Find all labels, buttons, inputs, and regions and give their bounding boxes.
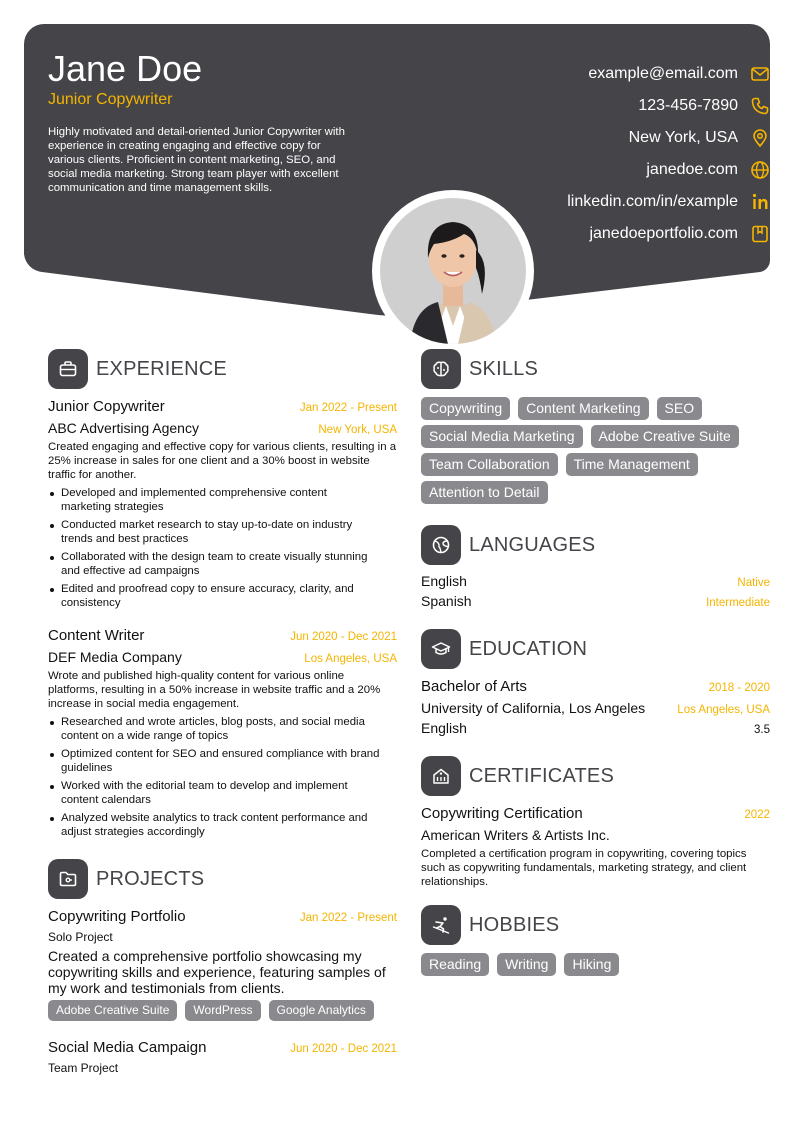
language-level: Intermediate [706,597,770,609]
list-item: Analyzed website analytics to track content performance and adjust strategies accordingly [48,811,384,839]
job-1-header [48,398,397,415]
job-1-company: ABC Advertising Agency [48,420,199,436]
skill-tag: Content Marketing [518,397,648,420]
brain-icon [421,349,461,389]
education-location: Los Angeles, USA [677,704,770,716]
briefcase-icon [48,349,88,389]
list-item: Optimized content for SEO and ensured compliance with brand guidelines [48,747,384,775]
education-field-row [421,720,770,736]
certificates-section-header [421,756,614,796]
skill-tag: Social Media Marketing [421,425,583,448]
contact-phone-text: 123-456-7890 [638,97,738,114]
hobbies-list [421,953,770,981]
list-item: Collaborated with the design team to create visually stunning and effective ad campaigns [48,550,380,578]
hobby-tag: Hiking [564,953,619,976]
job-1-location: New York, USA [318,424,397,436]
folder-icon [48,859,88,899]
skills-title: SKILLS [469,357,539,380]
language-row-1 [421,573,770,589]
list-item: Conducted market research to stay up-to-date on industry trends and best practices [48,518,380,546]
tool-tag: Google Analytics [269,1000,374,1021]
education-field: English [421,720,467,736]
contact-linkedin-text: linkedin.com/in/example [567,193,738,210]
list-item: Developed and implemented comprehensive content marketing strategies [48,486,380,514]
tool-tag: Adobe Creative Suite [48,1000,177,1021]
list-item: Worked with the editorial team to develop and implement content calendars [48,779,384,807]
education-school: University of California, Los Angeles [421,700,646,716]
skill-tag: Time Management [566,453,698,476]
graduation-cap-icon [421,629,461,669]
linkedin-icon [750,192,770,212]
contact-location-text: New York, USA [628,129,738,146]
list-item: Edited and proofread copy to ensure accuracy, clarity, and consistency [48,582,380,610]
job-2-role: Content Writer [48,627,145,644]
languages-section-header [421,525,595,565]
profile-summary: Highly motivated and detail-oriented Junior Copywriter with experience in creating engaging and effective copy for various clients. Proficient in content marketing, SEO, and social media marketing. Strong team player with excellent communication and time management skills. [48,126,345,194]
institution-icon [421,756,461,796]
contact-linkedin[interactable] [567,192,770,212]
languages-title: LANGUAGES [469,533,596,556]
project-1-dates: Jan 2022 - Present [299,912,397,924]
project-1-header [48,908,397,925]
certificate-header [421,805,770,822]
hobby-tag: Reading [421,953,489,976]
education-dates: 2018 - 2020 [708,682,770,694]
contact-email-text: example@email.com [588,65,738,82]
tool-tag: WordPress [185,1000,260,1021]
job-1-bullets [48,486,380,614]
hobby-tag: Writing [497,953,556,976]
job-2-bullets [48,715,384,843]
hobbies-title: HOBBIES [469,913,560,936]
job-1-summary: Created engaging and effective copy for various clients, resulting in a 25% increase in sales for one client and a 30% boost in website traffic for another. [48,441,397,481]
job-1-dates: Jan 2022 - Present [299,402,397,414]
globe-icon [750,160,770,180]
contact-website-text: janedoe.com [646,161,738,178]
skill-tag: Copywriting [421,397,510,420]
job-1-role: Junior Copywriter [48,398,165,415]
profile-photo-frame [372,190,534,352]
bookmark-icon [750,224,770,244]
project-2-dates: Jun 2020 - Dec 2021 [290,1043,397,1055]
job-2-company: DEF Media Company [48,649,182,665]
skills-list [421,397,770,509]
job-2-dates: Jun 2020 - Dec 2021 [290,631,397,643]
project-2-type: Team Project [48,1061,119,1075]
list-item: Researched and wrote articles, blog posts, and social media content on a wide range of topics [48,715,384,743]
skill-tag: Adobe Creative Suite [591,425,739,448]
language-level: Native [737,577,770,589]
certificate-issuer: American Writers & Artists Inc. [421,827,610,843]
contact-portfolio-text: janedoeportfolio.com [589,225,738,242]
skills-section-header [421,349,538,389]
email-icon [750,64,770,84]
education-gpa: 3.5 [754,724,770,736]
experience-title: EXPERIENCE [96,357,227,380]
project-1-description: Created a comprehensive portfolio showcasing my copywriting skills and experience, featuring samples of my work and testimonials from clients. [48,948,386,996]
hobbies-section-header [421,905,559,945]
contact-email[interactable] [588,64,770,84]
contact-portfolio[interactable] [589,224,770,244]
contact-website[interactable] [646,160,770,180]
job-2-location: Los Angeles, USA [304,653,397,665]
projects-title: PROJECTS [96,867,205,890]
certificate-name: Copywriting Certification [421,805,583,822]
candidate-name: Jane Doe [48,48,203,89]
project-2-name: Social Media Campaign [48,1039,207,1056]
education-degree: Bachelor of Arts [421,678,527,695]
education-section-header [421,629,587,669]
project-1-tools [48,1000,397,1026]
skill-tag: Attention to Detail [421,481,548,504]
phone-icon [750,96,770,116]
skiing-icon [421,905,461,945]
language-name: Spanish [421,593,472,609]
language-name: English [421,573,467,589]
profile-photo [380,198,526,344]
language-row-2 [421,593,770,609]
skill-tag: SEO [657,397,703,420]
certificate-description: Completed a certification program in copywriting, covering topics such as copywriting fundamentals, marketing strategy, and client relationships. [421,848,747,888]
location-pin-icon [750,128,770,148]
certificates-title: CERTIFICATES [469,764,615,787]
job-2-header [48,627,397,644]
education-degree-row [421,678,770,695]
job-2-summary: Wrote and published high-quality content for various online platforms, resulting in a 50% increase in website traffic and a 20% increase in social media engagement. [48,670,381,710]
job-2-company-row [48,649,397,665]
certificate-year: 2022 [744,809,770,821]
skill-tag: Team Collaboration [421,453,558,476]
contact-phone[interactable] [638,96,770,116]
contact-location[interactable] [629,128,770,148]
project-1-name: Copywriting Portfolio [48,908,186,925]
language-globe-icon [421,525,461,565]
project-2-header [48,1039,397,1056]
job-1-company-row [48,420,397,436]
project-1-type: Solo Project [48,930,113,944]
education-school-row [421,700,770,716]
projects-section-header [48,859,204,899]
experience-section-header [48,349,227,389]
education-title: EDUCATION [469,637,588,660]
candidate-role: Junior Copywriter [48,91,173,108]
certificate-issuer-row [421,827,770,843]
